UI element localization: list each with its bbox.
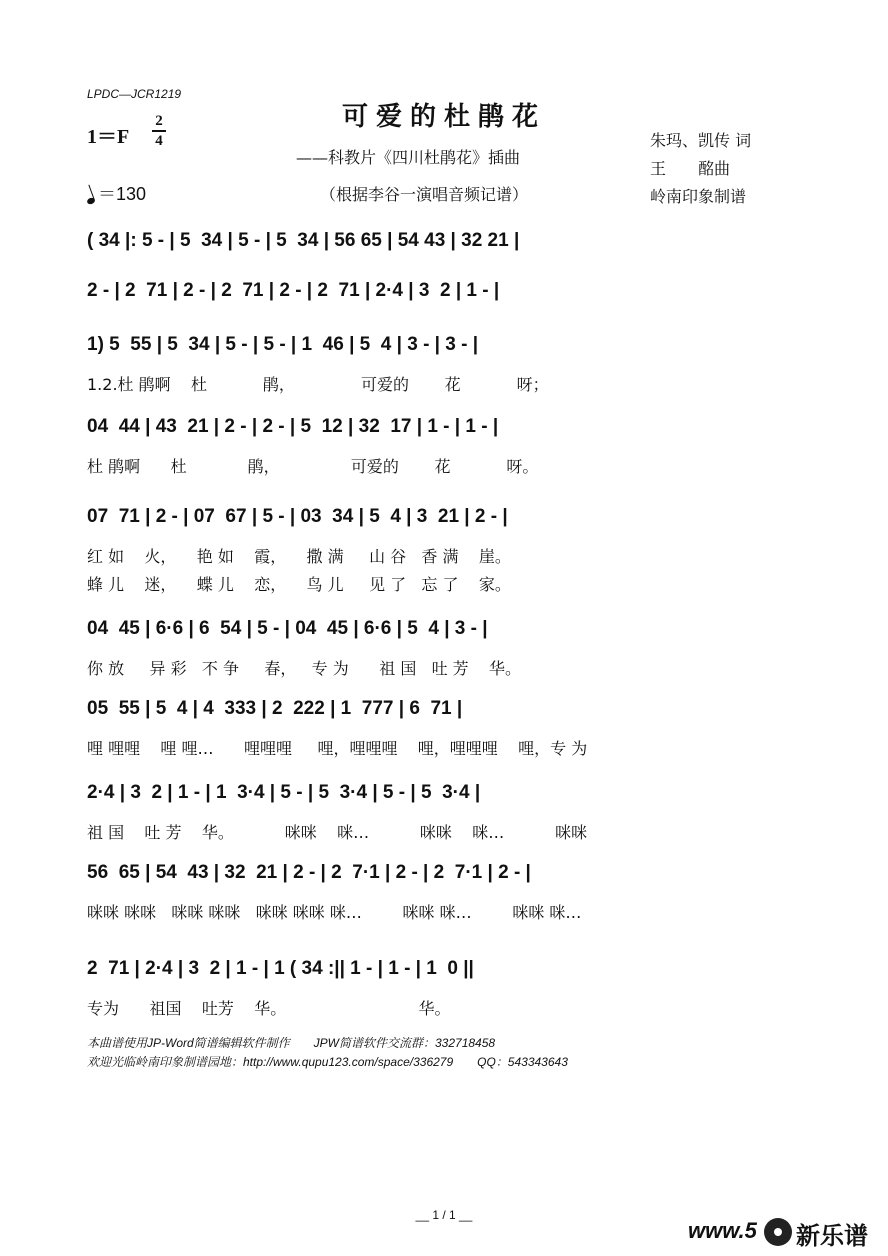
tempo-marking bbox=[87, 180, 146, 206]
arranger-credit: 岭南印象制谱 bbox=[650, 187, 747, 206]
notation-line: 04 45 | 6·6 | 6 54 | 5 - | 04 45 | 6·6 | 5 4 | 3 - | bbox=[87, 618, 488, 639]
lyric-line: 杜 鹃啊 杜 鹃， 可爱的 花 呀。 bbox=[87, 457, 539, 476]
notation-line: 56 65 | 54 43 | 32 21 | 2 - | 2 7·1 | 2 - | 2 7·1 | 2 - | bbox=[87, 862, 531, 883]
record-disc-icon bbox=[764, 1218, 792, 1246]
lyric-line: 咪咪 咪咪 咪咪 咪咪 咪咪 咪咪 咪… 咪咪 咪… 咪咪 咪… bbox=[87, 903, 582, 922]
lyric-line: 1.2.杜 鹃啊 杜 鹃， 可爱的 花 呀； bbox=[87, 375, 549, 394]
lyric-line: 专为 祖国 吐芳 华。 华。 bbox=[87, 999, 451, 1018]
notation-line: 07 71 | 2 - | 07 67 | 5 - | 03 34 | 5 4 | 3 21 | 2 - | bbox=[87, 506, 508, 527]
notation-line: 05 55 | 5 4 | 4 333 | 2 222 | 1 777 | 6 71 | bbox=[87, 698, 463, 719]
tempo-value: ＝130 bbox=[98, 184, 147, 204]
quarter-note-icon bbox=[86, 197, 96, 205]
lyric-line: 哩 哩哩 哩 哩… 哩哩哩 哩，哩哩哩 哩，哩哩哩 哩，专 为 bbox=[87, 739, 588, 758]
lyric-line: 祖 国 吐 芳 华。 咪咪 咪… 咪咪 咪… 咪咪 bbox=[87, 823, 588, 842]
notation-line: 1) 5 55 | 5 34 | 5 - | 5 - | 1 46 | 5 4 | 3 - | 3 - | bbox=[87, 334, 479, 355]
song-title: 可爱的杜鹃花 bbox=[341, 102, 546, 132]
watermark-url: www.5 bbox=[688, 1218, 757, 1243]
lyric-line: 你 放 异 彩 不 争 春， 专 为 祖 国 吐 芳 华。 bbox=[87, 659, 522, 678]
key-signature: 1＝F bbox=[87, 126, 130, 148]
watermark-logo-text: 新乐谱 bbox=[796, 1222, 868, 1250]
composer-credit: 王 酩曲 bbox=[650, 159, 731, 178]
time-bottom: 4 bbox=[155, 133, 163, 149]
time-top: 2 bbox=[155, 113, 163, 129]
notation-line: 2 71 | 2·4 | 3 2 | 1 - | 1 ( 34 :|| 1 - | 1 - | 1 0 || bbox=[87, 958, 474, 979]
notation-line: 04 44 | 43 21 | 2 - | 2 - | 5 12 | 32 17 | 1 - | 1 - | bbox=[87, 416, 499, 437]
time-signature bbox=[152, 113, 166, 149]
page-number: __ 1 / 1 __ bbox=[415, 1208, 473, 1222]
lyricist-credit: 朱玛、凯传 词 bbox=[650, 131, 752, 150]
notation-line: ( 34 |: 5 - | 5 34 | 5 - | 5 34 | 56 65 | 54 43 | 32 21 | bbox=[87, 230, 520, 251]
notation-line: 2 - | 2 71 | 2 - | 2 71 | 2 - | 2 71 | 2·4 | 3 2 | 1 - | bbox=[87, 280, 500, 301]
score-code: LPDC—JCR1219 bbox=[87, 87, 182, 101]
notation-line: 2·4 | 3 2 | 1 - | 1 3·4 | 5 - | 5 3·4 | 5 - | 5 3·4 | bbox=[87, 782, 481, 803]
song-subtitle: ——科教片《四川杜鹃花》插曲 bbox=[296, 148, 521, 167]
transcription-note: （根据李谷一演唱音频记谱） bbox=[320, 185, 529, 204]
lyric-line: 红 如 火， 艳 如 霞， 撒 满 山 谷 香 满 崖。 bbox=[87, 547, 511, 566]
lyric-line: 蜂 儿 迷， 蝶 儿 恋， 鸟 儿 见 了 忘 了 家。 bbox=[87, 575, 511, 594]
footer-website-note: 欢迎光临岭南印象制谱园地：http://www.qupu123.com/space/336279 QQ：543343643 bbox=[87, 1055, 568, 1069]
footer-software-note: 本曲谱使用JP-Word简谱编辑软件制作 JPW简谱软件交流群：332718458 bbox=[87, 1036, 496, 1050]
